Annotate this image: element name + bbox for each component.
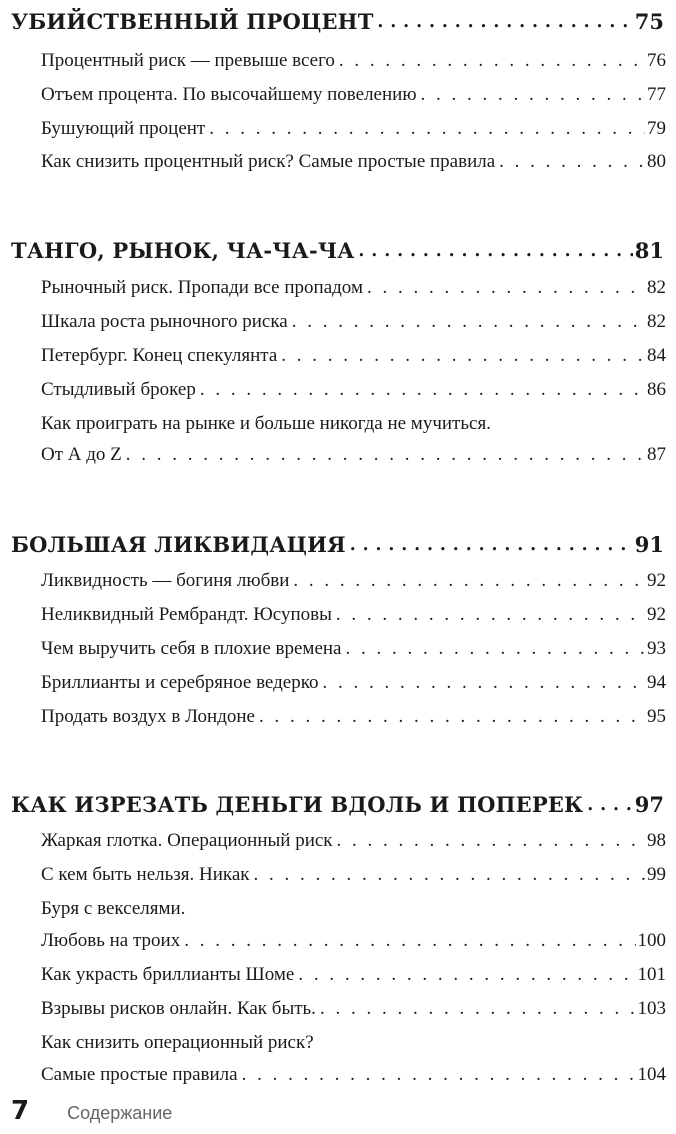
dot-leader [587,791,632,819]
toc-entry[interactable] [41,636,666,662]
toc-entry[interactable] [41,149,666,175]
entry-title: Бушующий процент [41,118,206,139]
dot-leader [259,704,645,730]
toc-entry[interactable] [41,568,666,594]
entry-title: Жаркая глотка. Операционный риск [41,830,333,851]
entry-page-number: 92 [647,570,666,591]
entry-title: Продать воздух в Лондоне [41,706,255,727]
dot-leader [200,377,645,403]
toc-entry[interactable] [41,343,666,369]
dot-leader [320,996,636,1022]
dot-leader [336,602,645,628]
entry-page-number: 101 [637,964,666,985]
entry-page-number: 98 [647,830,666,851]
entry-page-number: 103 [637,998,666,1019]
toc-entry[interactable] [41,996,666,1022]
chapter-title: ТАНГО, РЫНОК, ЧА-ЧА-ЧА [11,238,355,263]
dot-leader [345,636,645,662]
dot-leader [292,309,645,335]
dot-leader [378,8,633,36]
toc-entry[interactable] [41,1062,666,1088]
entry-title: Бриллианты и серебряное ведерко [41,672,319,693]
chapter-page-number: 91 [634,532,664,557]
entry-title: Чем выручить себя в плохие времена [41,638,342,659]
entry-page-number: 104 [637,1064,666,1085]
dot-leader [350,531,633,559]
entry-title: Неликвидный Рембрандт. Юсуповы [41,604,332,625]
toc-entry[interactable] [41,48,666,74]
dot-leader [281,343,645,369]
entry-title: Как украсть бриллианты Шоме [41,964,295,985]
chapter-page-number: 97 [634,792,664,817]
entry-title: Как снизить процентный риск? Самые простые правила [41,151,496,172]
toc-entry[interactable] [41,862,666,888]
toc-entry[interactable] [41,116,666,142]
dot-leader [421,82,645,108]
dot-leader [209,116,645,142]
chapter-page-number: 81 [634,238,664,263]
entry-title: Отъем процента. По высочайшему повелению [41,84,417,105]
dot-leader [359,237,633,265]
dot-leader [298,962,635,988]
toc-entry[interactable] [41,309,666,335]
entry-title: С кем быть нельзя. Никак [41,864,250,885]
toc-entry[interactable] [41,442,666,468]
entry-title-continued: От А до Z [41,444,122,465]
entry-page-number: 99 [647,864,666,885]
toc-entry[interactable] [41,670,666,696]
toc-entry[interactable] [41,928,666,954]
chapter-heading[interactable] [11,8,664,36]
entry-title: Процентный риск — превыше всего [41,50,335,71]
dot-leader [367,275,645,301]
entry-title-continued: Любовь на троих [41,930,181,951]
entry-page-number: 94 [647,672,666,693]
entry-title: Как проиграть на рынке и больше никогда не мучиться. [41,413,491,434]
entry-title: Взрывы рисков онлайн. Как быть. [41,998,316,1019]
entry-title: Ликвидность — богиня любви [41,570,290,591]
entry-title: Стыдливый брокер [41,379,196,400]
entry-page-number: 79 [647,118,666,139]
entry-page-number: 92 [647,604,666,625]
toc-entry[interactable] [41,962,666,988]
dot-leader [339,48,645,74]
chapter-title: БОЛЬШАЯ ЛИКВИДАЦИЯ [11,532,346,557]
dot-leader [242,1062,636,1088]
entry-page-number: 95 [647,706,666,727]
entry-page-number: 76 [647,50,666,71]
chapter-page-number: 75 [634,9,664,34]
entry-page-number: 100 [637,930,666,951]
chapter-heading[interactable] [11,237,664,265]
entry-title: Петербург. Конец спекулянта [41,345,278,366]
dot-leader [499,149,645,175]
toc-entry[interactable] [41,828,666,854]
dot-leader [322,670,645,696]
toc-entry-line-1[interactable] [41,411,666,437]
dot-leader [126,442,645,468]
dot-leader [337,828,645,854]
entry-title: Шкала роста рыночного риска [41,311,288,332]
entry-title-continued: Самые простые правила [41,1064,238,1085]
toc-entry[interactable] [41,377,666,403]
entry-title: Как снизить операционный риск? [41,1032,314,1053]
chapter-title: УБИЙСТВЕННЫЙ ПРОЦЕНТ [11,9,374,34]
chapter-heading[interactable] [11,791,664,819]
entry-page-number: 80 [647,151,666,172]
entry-page-number: 87 [647,444,666,465]
toc-entry[interactable] [41,704,666,730]
entry-title: Рыночный риск. Пропади все пропадом [41,277,363,298]
toc-entry[interactable] [41,82,666,108]
entry-page-number: 77 [647,84,666,105]
chapter-heading[interactable] [11,531,664,559]
entry-page-number: 82 [647,311,666,332]
entry-page-number: 84 [647,345,666,366]
page-footer [11,1096,172,1126]
footer-section-label: Содержание [67,1103,173,1123]
toc-entry-line-1[interactable] [41,1030,666,1056]
entry-page-number: 82 [647,277,666,298]
footer-page-number: 7 [11,1096,30,1126]
toc-entry[interactable] [41,275,666,301]
toc-entry-line-1[interactable] [41,896,666,922]
dot-leader [184,928,635,954]
toc-entry[interactable] [41,602,666,628]
chapter-title: КАК ИЗРЕЗАТЬ ДЕНЬГИ ВДОЛЬ И ПОПЕРЕК [11,792,584,817]
dot-leader [254,862,645,888]
entry-title: Буря с векселями. [41,898,186,919]
entry-page-number: 86 [647,379,666,400]
entry-page-number: 93 [647,638,666,659]
dot-leader [293,568,645,594]
